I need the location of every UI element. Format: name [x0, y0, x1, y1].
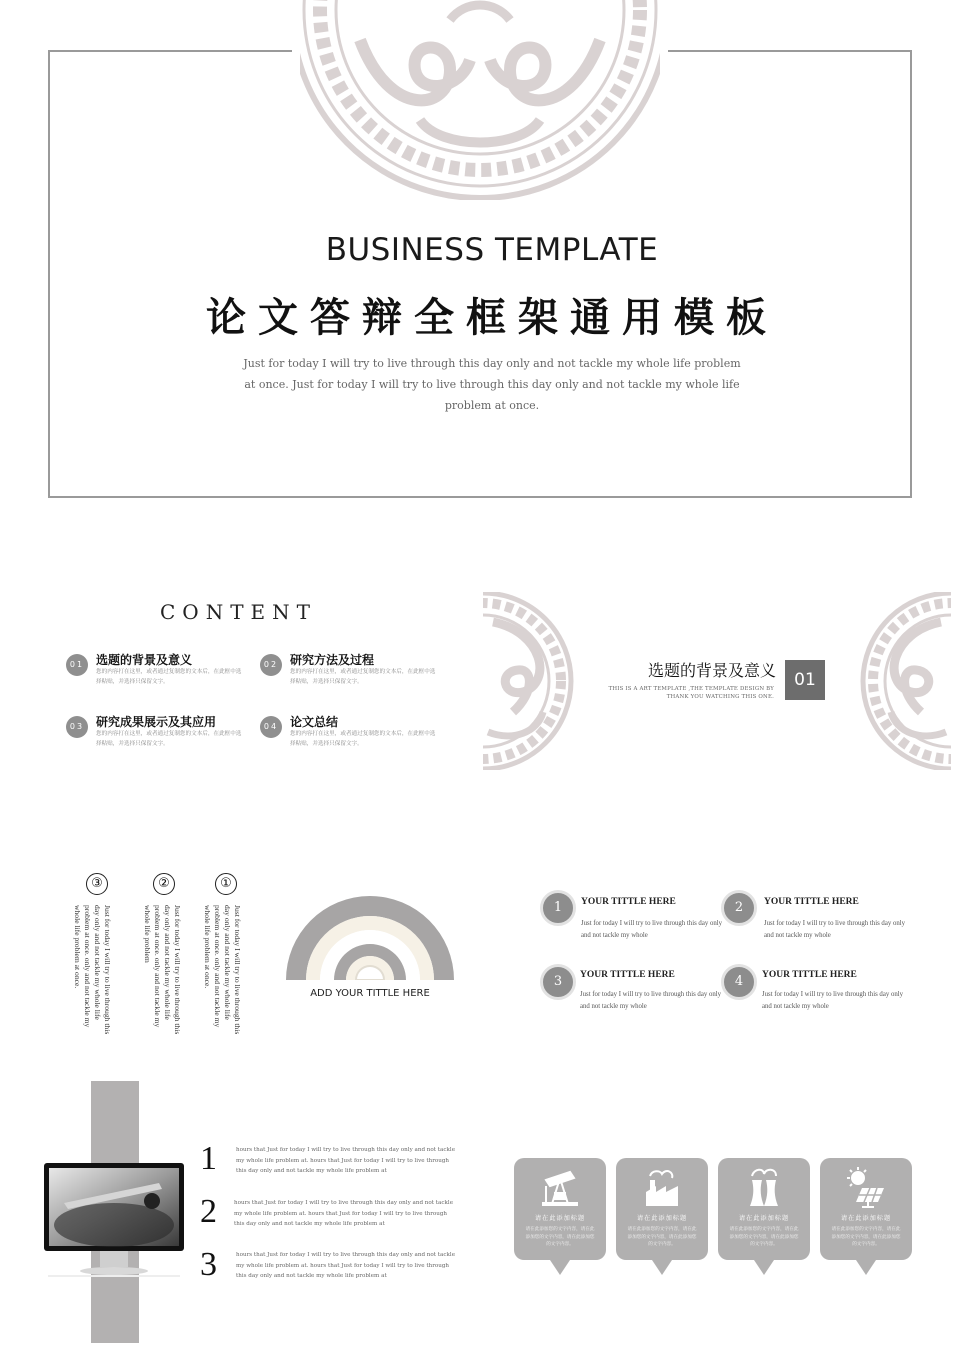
card-pointer	[652, 1260, 672, 1275]
info-card-1[interactable]	[514, 1158, 606, 1260]
section-ornaments	[483, 592, 951, 770]
solar-panel-icon	[846, 1166, 886, 1208]
section-title: 选题的背景及意义	[647, 661, 776, 680]
card-pointer	[754, 1260, 774, 1275]
toc-number-badge: 02	[260, 654, 282, 676]
toc-item-1[interactable]	[66, 651, 246, 691]
card-title: 请在此添加标题	[738, 1215, 790, 1222]
point-title-2: YOUR TITTLE HERE	[764, 897, 859, 907]
card-title: 请在此添加标题	[534, 1215, 586, 1222]
step-number-2: ②	[153, 873, 175, 895]
toc-item-4[interactable]	[260, 713, 440, 753]
toc-item-desc: 您的内容打在这里，或者通过复制您的文本后，在此框中选择粘贴，并选择只保留文字。	[290, 669, 436, 685]
factory-icon	[642, 1166, 682, 1208]
rainbow-arc-graphic	[286, 894, 454, 980]
toc-item-title: 研究方法及过程	[290, 653, 375, 667]
toc-item-3[interactable]	[66, 713, 246, 753]
monitor-number-1: 1	[200, 1140, 217, 1177]
step-number-3: ③	[86, 873, 108, 895]
point-desc-4: Just for today I will try to live through this day only and not tackle my whole	[762, 991, 904, 1010]
toc-number-badge: 04	[260, 716, 282, 738]
step-number-1: ①	[215, 873, 237, 895]
point-number-4: 4	[721, 964, 757, 1000]
point-title-4: YOUR TITTLE HERE	[762, 970, 857, 980]
cover-title-zh: 论文答辩全框架通用模板	[206, 295, 778, 341]
card-desc: 请在此添加您的文字内容，请在此添加您的文字内容，请在此添加您的文字内容。	[729, 1227, 799, 1247]
monitor-number-2: 2	[200, 1193, 217, 1230]
card-desc: 请在此添加您的文字内容，请在此添加您的文字内容，请在此添加您的文字内容。	[831, 1227, 901, 1247]
card-pointer	[856, 1260, 876, 1275]
toc-item-desc: 您的内容打在这里，或者通过复制您的文本后，在此框中选择粘贴，并选择只保留文字。	[96, 669, 242, 685]
toc-item-2[interactable]	[260, 651, 440, 691]
monitor-text-3: hours that Just for today I will try to live through this day only and not tackle my whole life problem at. hours that Just for today I will try to live through this day only and not tackle my whole life problem at	[236, 1252, 456, 1279]
arc-title-label: ADD YOUR TITTLE HERE	[310, 988, 430, 999]
point-desc-2: Just for today I will try to live through this day only and not tackle my whole	[764, 920, 906, 939]
point-number-2: 2	[721, 890, 757, 926]
oil-pump-icon	[540, 1166, 580, 1208]
step-text-3: Just for today I will try to live through this day only and not tackle my whole life problem at once. only and not tackle my whole life problem at once.	[73, 905, 112, 1035]
step-text-1: Just for today I will try to live through this day only and not tackle my whole life problem at once. only and not tackle my whole life problem at once.	[203, 905, 242, 1035]
desktop-monitor-image	[44, 1163, 184, 1281]
card-title: 请在此添加标题	[840, 1215, 892, 1222]
step-text-2: Just for today I will try to live through this day only and not tackle my whole life problem at once. only and not tackle my whole life problem	[143, 905, 182, 1035]
point-number-3: 3	[540, 964, 576, 1000]
cloud-medallion-ornament	[300, 0, 660, 200]
content-title: CONTENT	[160, 600, 317, 624]
monitor-number-3: 3	[200, 1246, 217, 1283]
point-title-1: YOUR TITTLE HERE	[581, 897, 676, 907]
section-subtitle: THIS IS A ART TEMPLATE ,THE TEMPLATE DESIGN BY THANK YOU WATCHING THIS ONE.	[608, 686, 774, 700]
point-number-1: 1	[540, 890, 576, 926]
toc-item-desc: 您的内容打在这里，或者通过复制您的文本后，在此框中选择粘贴，并选择只保留文字。	[96, 731, 242, 747]
point-title-3: YOUR TITTLE HERE	[580, 970, 675, 980]
card-desc: 请在此添加您的文字内容，请在此添加您的文字内容，请在此添加您的文字内容。	[627, 1227, 697, 1247]
info-card-3[interactable]	[718, 1158, 810, 1260]
monitor-text-2: hours that Just for today I will try to live through this day only and not tackle my whole life problem at. hours that Just for today I will try to live through this day only and not tackle my whole life problem at	[234, 1200, 454, 1227]
monitor-text-1: hours that Just for today I will try to live through this day only and not tackle my whole life problem at. hours that Just for today I will try to live through this day only and not tackle my whole life problem at	[236, 1147, 456, 1174]
toc-item-title: 论文总结	[290, 715, 339, 729]
toc-item-title: 研究成果展示及其应用	[96, 715, 217, 729]
section-number-box: 01	[785, 660, 825, 700]
card-title: 请在此添加标题	[636, 1215, 688, 1222]
toc-item-title: 选题的背景及意义	[96, 653, 193, 667]
cover-description: Just for today I will try to live through this day only and not tackle my whole life problem at once. Just for today I will try to live through this day only and not tackle my whole life problem at once.	[243, 357, 741, 412]
point-desc-1: Just for today I will try to live through this day only and not tackle my whole	[581, 920, 723, 939]
toc-item-desc: 您的内容打在这里，或者通过复制您的文本后，在此框中选择粘贴，并选择只保留文字。	[290, 731, 436, 747]
point-desc-3: Just for today I will try to live through this day only and not tackle my whole	[580, 991, 722, 1010]
info-card-2[interactable]	[616, 1158, 708, 1260]
cover-title-en: BUSINESS TEMPLATE	[325, 232, 659, 268]
toc-number-badge: 01	[66, 654, 88, 676]
card-pointer	[550, 1260, 570, 1275]
info-card-4[interactable]	[820, 1158, 912, 1260]
toc-number-badge: 03	[66, 716, 88, 738]
card-desc: 请在此添加您的文字内容，请在此添加您的文字内容，请在此添加您的文字内容。	[525, 1227, 595, 1247]
cooling-tower-icon	[744, 1166, 784, 1208]
